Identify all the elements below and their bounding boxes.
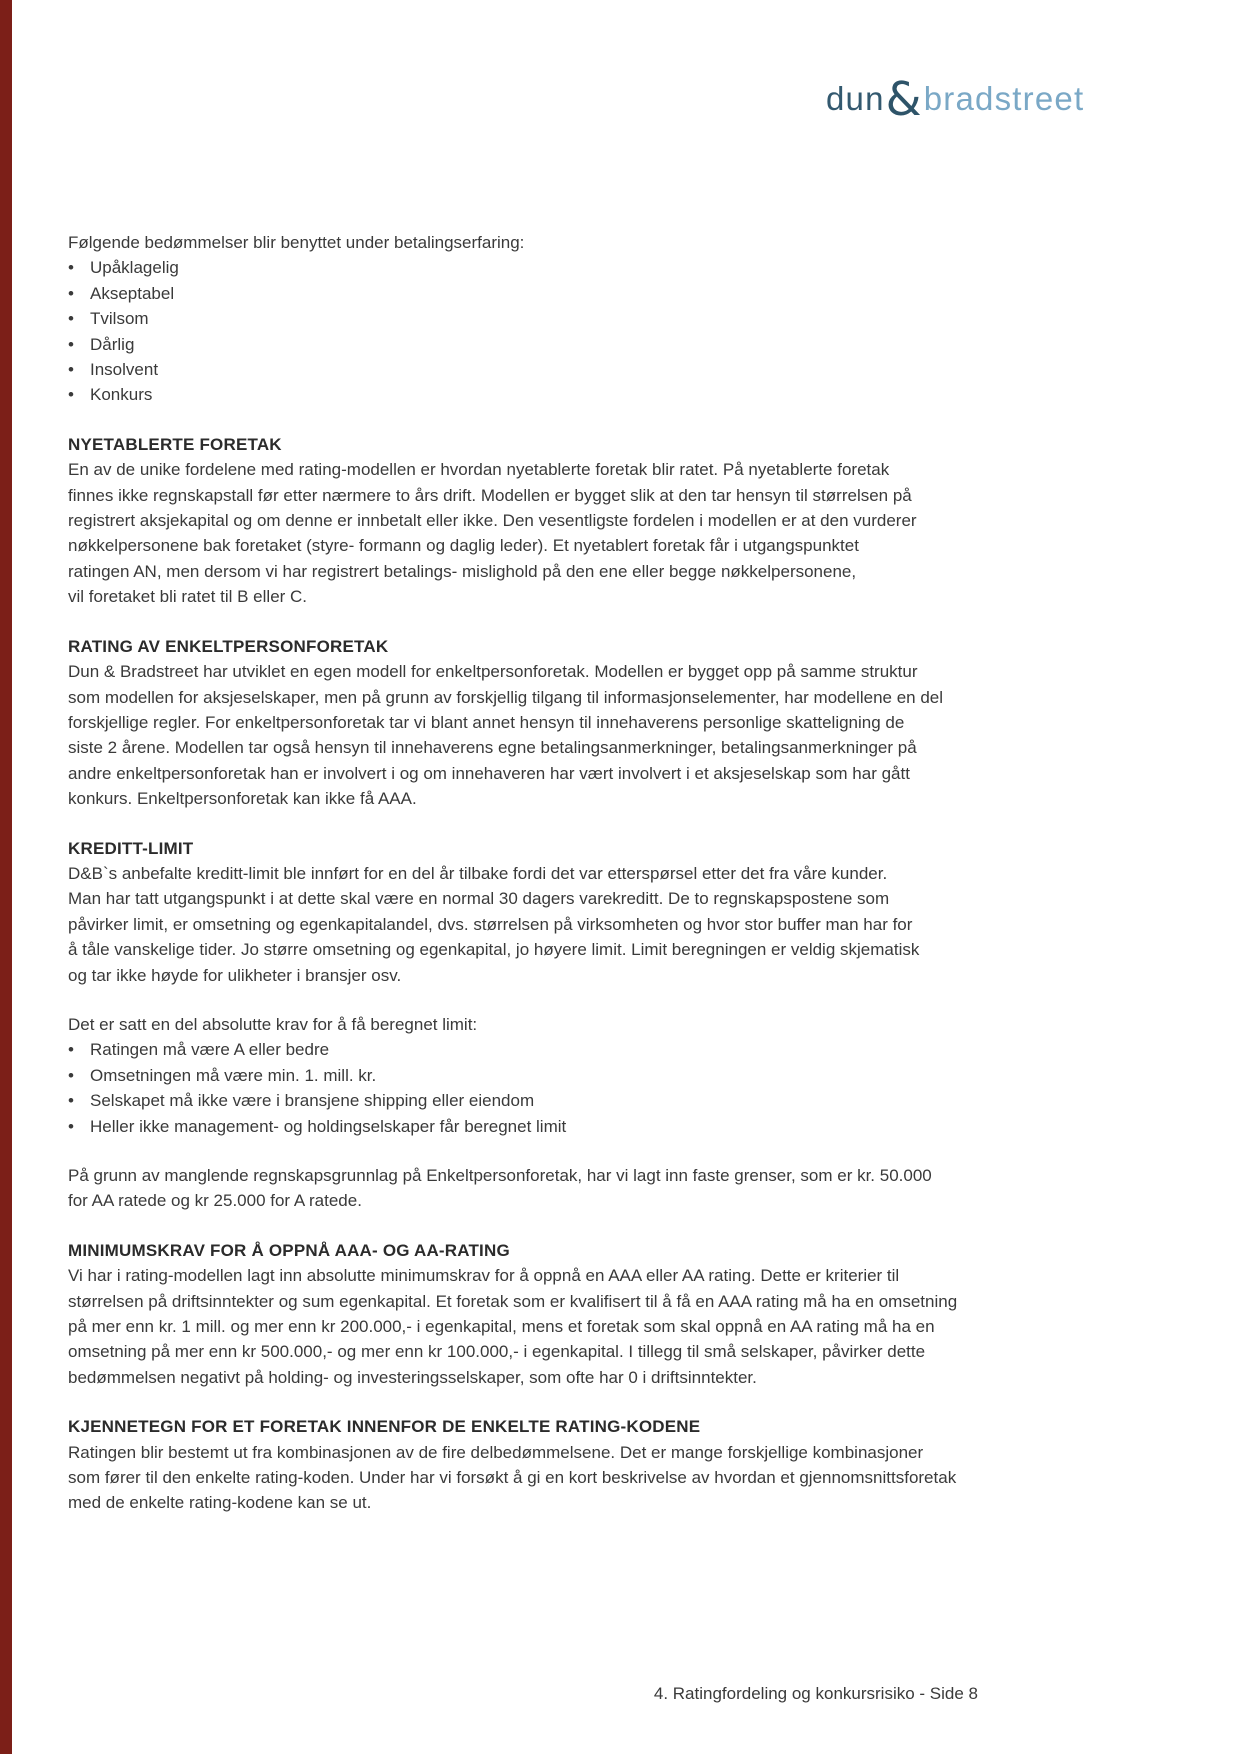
krav-lead-line: Det er satt en del absolutte krav for å få beregnet limit: [68, 1014, 478, 1034]
section-minimumskrav [68, 1238, 1088, 1390]
section-heading: KREDITT-LIMIT [68, 838, 194, 858]
paragraph-line: forskjellige regler. For enkeltpersonforetak tar vi blant annet hensyn til innehaverens personlige skatteligning de [68, 712, 905, 732]
page-left-accent-bar [0, 0, 12, 1754]
paragraph-line: nøkkelpersonene bak foretaket (styre- formann og daglig leder). Et nyetablert foretak får i utgangspunktet [68, 536, 859, 556]
paragraph-line: finnes ikke regnskapstall før etter nærmere to års drift. Modellen er bygget slik at den tar hensyn til størrelsen på [68, 485, 912, 505]
bullet-icon: • [68, 1065, 74, 1085]
list-item [68, 281, 1088, 306]
bullet-icon: • [68, 1116, 74, 1136]
list-item [68, 1037, 1088, 1062]
paragraph-line: å tåle vanskelige tider. Jo større omsetning og egenkapital, jo høyere limit. Limit beregningen er veldig skjematisk [68, 940, 920, 960]
section-heading: RATING AV ENKELTPERSONFORETAK [68, 636, 389, 656]
paragraph-line: Dun & Bradstreet har utviklet en egen modell for enkeltpersonforetak. Modellen er bygget opp på samme struktur [68, 662, 918, 682]
bullet-icon: • [68, 1040, 74, 1060]
paragraph-line: bedømmelsen negativt på holding- og investeringsselskaper, som ofte har 0 i driftsinntekter. [68, 1367, 757, 1387]
paragraph-line: På grunn av manglende regnskapsgrunnlag på Enkeltpersonforetak, har vi lagt inn faste grenser, som er kr. 50.000 [68, 1166, 932, 1185]
list-item-label: Selskapet må ikke være i bransjene shipping eller eiendom [90, 1091, 535, 1111]
paragraph-line: En av de unike fordelene med rating-modellen er hvordan nyetablerte foretak blir ratet. På nyetablerte foretak [68, 460, 890, 480]
section-kreditt-limit [68, 836, 1088, 988]
list-item [68, 1063, 1088, 1088]
logo-ampersand-icon: & [885, 72, 923, 126]
paragraph-line: konkurs. Enkeltpersonforetak kan ikke få AAA. [68, 789, 417, 809]
bullet-icon: • [68, 1091, 74, 1111]
list-item [68, 1114, 1088, 1139]
bullet-icon: • [68, 283, 74, 303]
section-heading: KJENNETEGN FOR ET FORETAK INNENFOR DE ENKELTE RATING-KODENE [68, 1417, 701, 1437]
bullet-icon: • [68, 360, 74, 380]
intro-lead-line: Følgende bedømmelser blir benyttet under betalingserfaring: [68, 233, 525, 252]
list-item [68, 306, 1088, 331]
paragraph-line: D&B`s anbefalte kreditt-limit ble innført for en del år tilbake fordi det var etterspørsel etter det fra våre kunder. [68, 863, 888, 883]
paragraph-line: som fører til den enkelte rating-koden. Under har vi forsøkt å gi en kort beskrivelse av hvordan et gjennomsnittsforetak [68, 1468, 957, 1488]
paragraph-line: Vi har i rating-modellen lagt inn absolutte minimumskrav for å oppnå en AAA eller AA rating. Dette er kriterier til [68, 1266, 900, 1286]
section-heading: MINIMUMSKRAV FOR Å OPPNÅ AAA- OG AA-RATING [68, 1240, 510, 1260]
bullet-icon: • [68, 385, 74, 405]
paragraph-line: Ratingen blir bestemt ut fra kombinasjonen av de fire delbedømmelsene. Det er mange forskjellige kombinasjoner [68, 1442, 924, 1462]
paragraph-line: ratingen AN, men dersom vi har registrert betalings- mislighold på den ene eller begge nøkkelpersonene, [68, 561, 857, 581]
paragraph-line: Man har tatt utgangspunkt i at dette skal være en normal 30 dagers varekreditt. De to regnskapspostene som [68, 889, 890, 909]
faste-grenser-paragraph [68, 1163, 1088, 1214]
section-nyetablerte-foretak [68, 432, 1088, 610]
bullet-icon: • [68, 334, 74, 354]
paragraph-line: med de enkelte rating-kodene kan se ut. [68, 1493, 372, 1513]
list-item-label: Konkurs [90, 385, 153, 405]
paragraph-line: for AA ratede og kr 25.000 for A ratede. [68, 1191, 362, 1211]
section-kjennetegn [68, 1414, 1088, 1516]
list-item [68, 332, 1088, 357]
logo-dun-text: dun [826, 80, 885, 117]
paragraph-line: siste 2 årene. Modellen tar også hensyn til innehaverens egne betalingsanmerkninger, betalingsanmerkninger på [68, 738, 917, 758]
page-footer: 4. Ratingfordeling og konkursrisiko - Side 8 [653, 1684, 978, 1703]
list-item-label: Dårlig [90, 334, 135, 354]
paragraph-line: vil foretaket bli ratet til B eller C. [68, 587, 308, 607]
document-body [68, 0, 1088, 1516]
logo-bradstreet-text: bradstreet [923, 80, 1085, 117]
section-rating-enkeltpersonforetak [68, 634, 1088, 812]
list-item-label: Tvilsom [90, 309, 149, 329]
section-heading: NYETABLERTE FORETAK [68, 434, 282, 454]
list-item-label: Upåklagelig [90, 258, 179, 278]
list-item [68, 1088, 1088, 1113]
list-item [68, 357, 1088, 382]
list-item-label: Ratingen må være A eller bedre [90, 1040, 330, 1060]
limit-krav-list [68, 1012, 1088, 1139]
paragraph-line: omsetning på mer enn kr 500.000,- og mer enn kr 100.000,- i egenkapital. I tillegg til små selskaper, påvirker dette [68, 1342, 926, 1362]
list-item-label: Heller ikke management- og holdingselskaper får beregnet limit [90, 1116, 567, 1136]
list-item-label: Akseptabel [90, 283, 175, 303]
paragraph-line: og tar ikke høyde for ulikheter i bransjer osv. [68, 965, 402, 985]
paragraph-line: registrert aksjekapital og om denne er innbetalt eller ikke. Den vesentligste fordelen i modellen er at den vurderer [68, 511, 917, 531]
bullet-icon: • [68, 309, 74, 329]
bullet-icon: • [68, 258, 74, 278]
list-item [68, 382, 1088, 407]
list-item-label: Omsetningen må være min. 1. mill. kr. [90, 1065, 377, 1085]
paragraph-line: størrelsen på driftsinntekter og sum egenkapital. Et foretak som er kvalifisert til å få en AAA rating må ha en omsetning [68, 1291, 958, 1311]
paragraph-line: andre enkeltpersonforetak han er involvert i og om innehaveren har vært involvert i et aksjeselskap som har gått [68, 763, 910, 783]
paragraph-line: påvirker limit, er omsetning og egenkapitalandel, dvs. størrelsen på virksomheten og hvor stor buffer man har for [68, 914, 913, 934]
paragraph-line: på mer enn kr. 1 mill. og mer enn kr 200.000,- i egenkapital, mens et foretak som skal oppnå en AA rating må ha en [68, 1317, 935, 1337]
list-item-label: Insolvent [90, 360, 159, 380]
payment-experience-intro [68, 230, 1088, 408]
paragraph-line: som modellen for aksjeselskaper, men på grunn av forskjellig tilgang til informasjonselementer, har modellene en del [68, 687, 944, 707]
list-item [68, 255, 1088, 280]
